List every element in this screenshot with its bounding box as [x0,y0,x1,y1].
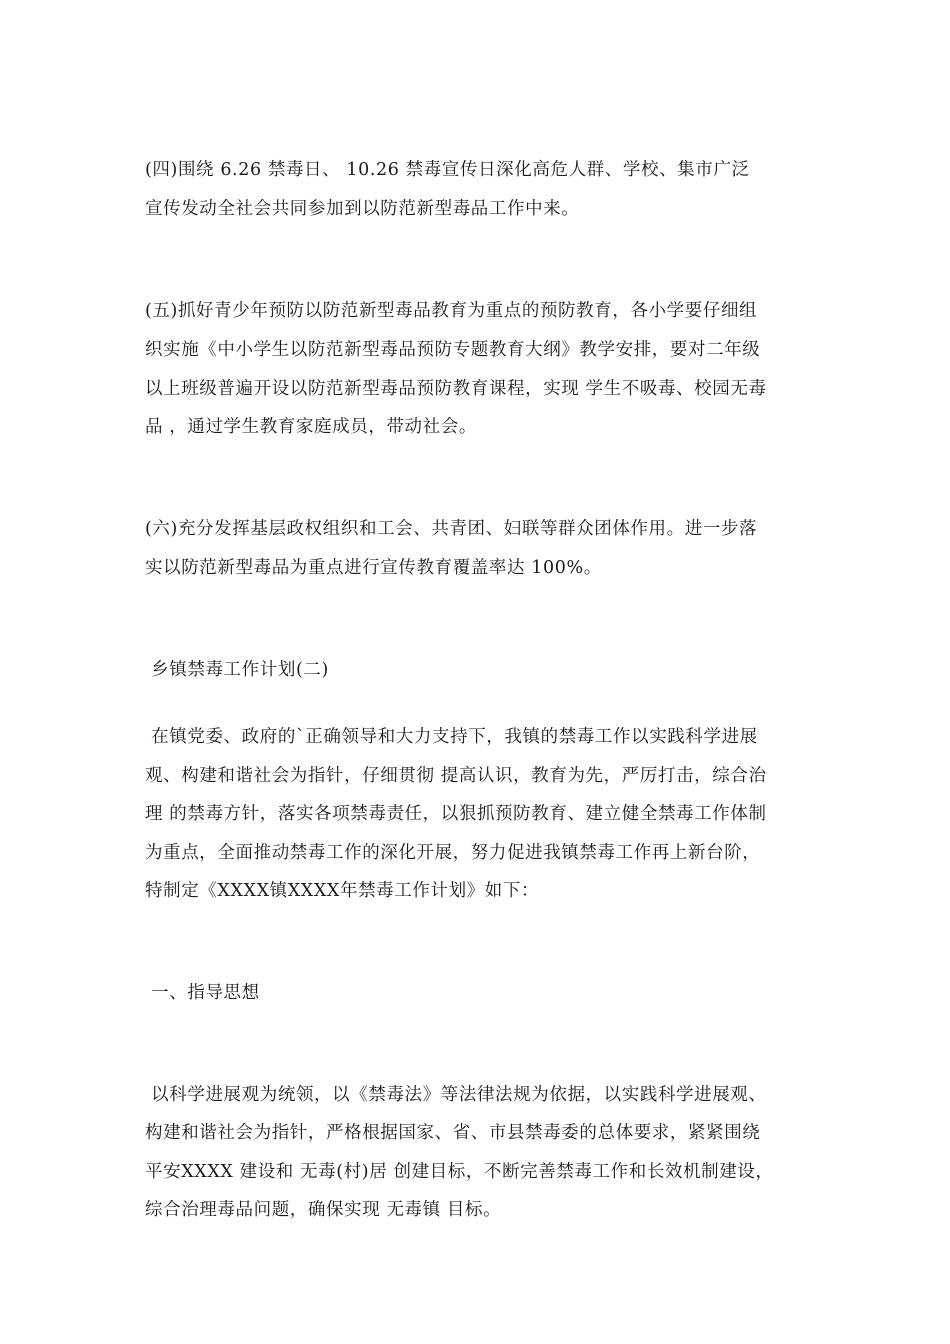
paragraph-4-line-1: (四)围绕 6.26 禁毒日、 10.26 禁毒宣传日深化高危人群、学校、集市广泛 [145,160,750,180]
paragraph-5-line-1: (五)抓好青少年预防以防范新型毒品教育为重点的预防教育，各小学要仔细组 [145,301,758,321]
paragraph-5-line-3: 以上班级普遍开设以防范新型毒品预防教育课程，实现 学生不吸毒、校园无毒 [145,379,767,399]
guiding-line-2: 构建和谐社会为指针，严格根据国家、省、市县禁毒委的总体要求，紧紧围绕 [145,1123,761,1143]
intro-line-4: 为重点，全面推动禁毒工作的深化开展，努力促进我镇禁毒工作再上新台阶， [145,843,761,863]
paragraph-5-line-4: 品 ，通过学生教育家庭成员，带动社会。 [145,417,477,437]
section-title: 乡镇禁毒工作计划(二) [145,660,329,680]
guiding-line-3: 平安XXXX 建设和 无毒(村)居 创建目标，不断完善禁毒工作和长效机制建设， [145,1162,774,1182]
intro-line-2: 观、构建和谐社会为指针，仔细贯彻 提高认识，教育为先，严厉打击，综合治 [145,766,767,786]
guiding-line-4: 综合治理毒品问题，确保实现 无毒镇 目标。 [145,1200,502,1220]
intro-line-5: 特制定《XXXX镇XXXX年禁毒工作计划》如下： [145,881,540,901]
heading-guiding-thought: 一、指导思想 [145,983,260,1003]
paragraph-6-line-2: 实以防范新型毒品为重点进行宣传教育覆盖率达 100%。 [145,558,602,578]
paragraph-5-line-2: 织实施《中小学生以防范新型毒品预防专题教育大纲》教学安排，要对二年级 [145,340,761,360]
guiding-line-1: 以科学进展观为统领，以《禁毒法》等法律法规为依据，以实践科学进展观、 [145,1085,767,1105]
paragraph-6-line-1: (六)充分发挥基层政权组织和工会、共青团、妇联等群众团体作用。进一步落 [145,519,758,539]
intro-line-3: 理 的禁毒方针，落实各项禁毒责任，以狠抓预防教育、建立健全禁毒工作体制 [145,804,767,824]
paragraph-4-line-2: 宣传发动全社会共同参加到以防范新型毒品工作中来。 [145,199,580,219]
intro-line-1: 在镇党委、政府的`正确领导和大力支持下，我镇的禁毒工作以实践科学进展 [145,727,758,747]
